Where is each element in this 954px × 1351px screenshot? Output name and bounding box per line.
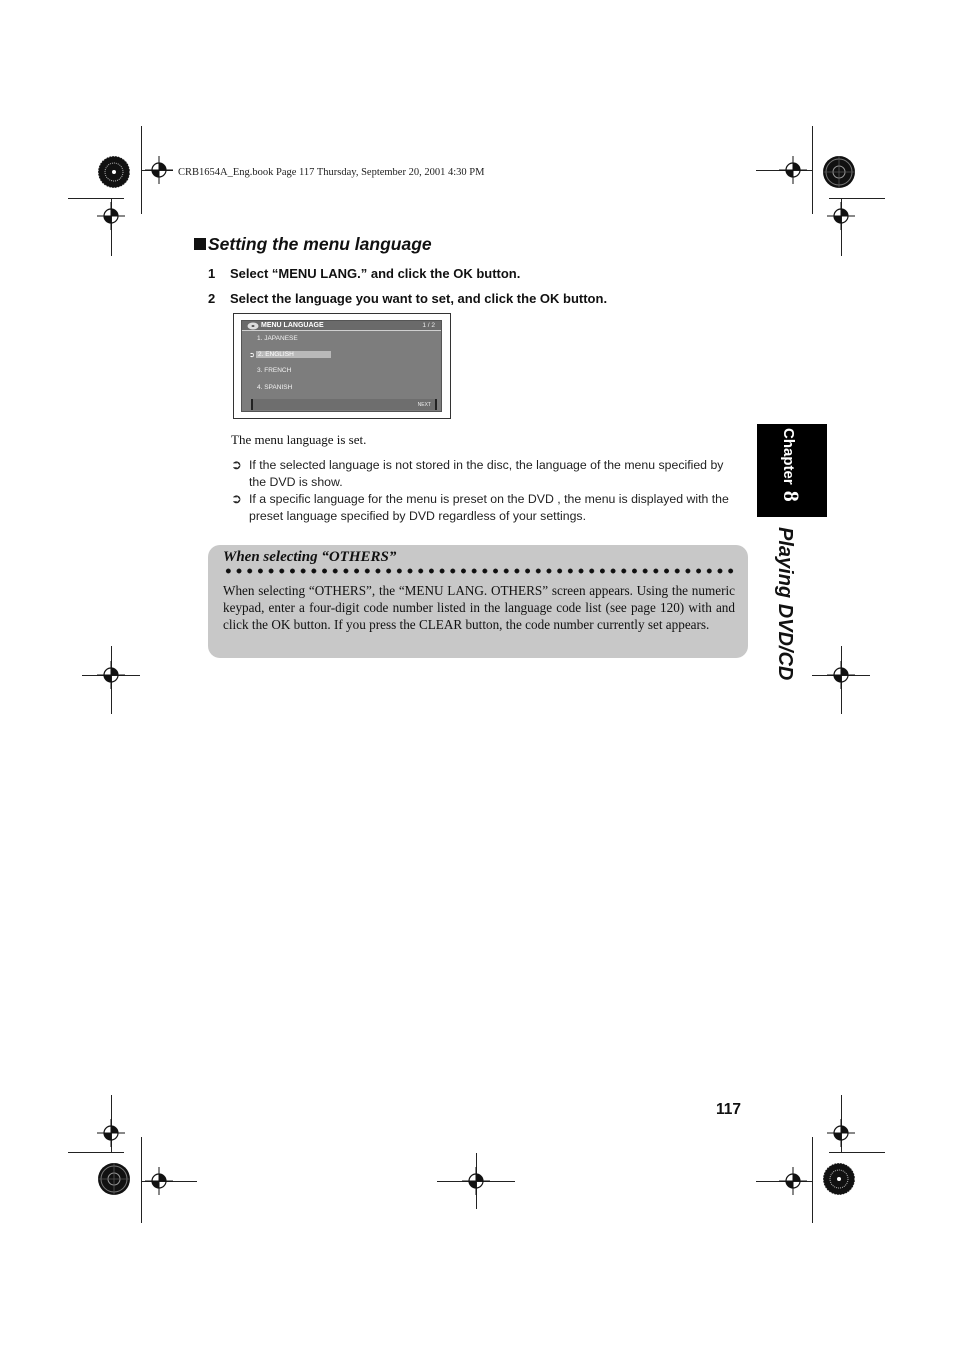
menu-language-screen (241, 320, 442, 412)
registration-mark-icon (145, 1167, 173, 1195)
step-item (208, 266, 520, 281)
language-option[interactable]: 3. FRENCH (257, 367, 292, 374)
note-arrow-icon: ➲ (231, 457, 242, 472)
chapter-title: Playing DVD/CD (774, 527, 796, 681)
star-target-icon (822, 1162, 856, 1196)
others-body-text: When selecting “OTHERS”, the “MENU LANG. OTHERS” screen appears. Using the numeric keypad, enter a four-digit code number listed in the language code list (see page 120) with and click the OK button. If you press the CLEAR button, the code number currently set appears. (223, 583, 735, 632)
note-item (231, 457, 739, 490)
registration-mark-icon (827, 661, 855, 689)
registration-mark-icon (779, 156, 807, 184)
star-target-icon (97, 155, 131, 189)
registration-mark-icon (97, 202, 125, 230)
chapter-number: 8 (779, 490, 804, 502)
step-number: 1 (208, 266, 216, 281)
language-option[interactable]: 1. JAPANESE (257, 335, 298, 342)
registration-mark-icon (827, 202, 855, 230)
registration-mark-icon (827, 1119, 855, 1147)
star-target-icon (97, 1162, 131, 1196)
print-info-header: CRB1654A_Eng.book Page 117 Thursday, September 20, 2001 4:30 PM (178, 167, 485, 178)
language-option-label: 2. ENGLISH (258, 351, 294, 358)
chapter-word: Chapter (780, 428, 797, 485)
registration-mark-icon (462, 1167, 490, 1195)
section-title (194, 234, 432, 255)
screen-title-bar (242, 321, 441, 331)
screen-title: MENU LANGUAGE (261, 322, 324, 329)
cursor-arrow-icon: ➲ (249, 352, 255, 359)
step-text: Select “MENU LANG.” and click the OK button. (230, 266, 521, 281)
screen-page-indicator: 1 / 2 (422, 322, 435, 329)
disc-icon (247, 322, 259, 330)
registration-mark-icon (779, 1167, 807, 1195)
step-text: Select the language you want to set, and click the OK button. (230, 291, 608, 306)
note-text: If a specific language for the menu is preset on the DVD , the menu is displayed with the preset language specified by DVD regardless of your settings. (249, 492, 729, 523)
language-option-selected[interactable] (249, 351, 331, 359)
step-number: 2 (208, 291, 216, 306)
registration-mark-icon (145, 156, 173, 184)
language-option[interactable]: 4. SPANISH (257, 384, 293, 391)
screen-bottom-bar (251, 399, 437, 410)
note-text: If the selected language is not stored in the disc, the language of the menu specified by the DVD is show. (249, 458, 724, 489)
dotted-divider (223, 568, 735, 574)
others-title: When selecting “OTHERS” (223, 549, 397, 565)
square-bullet-icon (194, 238, 206, 250)
registration-mark-icon (97, 1119, 125, 1147)
result-text: The menu language is set. (231, 432, 367, 447)
next-button[interactable]: NEXT (417, 402, 431, 408)
note-item (231, 491, 739, 524)
chapter-tab (757, 424, 827, 517)
page-number: 117 (716, 1101, 742, 1118)
registration-mark-icon (97, 661, 125, 689)
note-arrow-icon: ➲ (231, 491, 242, 506)
chapter-label (780, 428, 804, 518)
step-item (208, 291, 607, 306)
others-info-box (208, 545, 748, 658)
section-title-text: Setting the menu language (208, 234, 432, 254)
star-target-icon (822, 155, 856, 189)
